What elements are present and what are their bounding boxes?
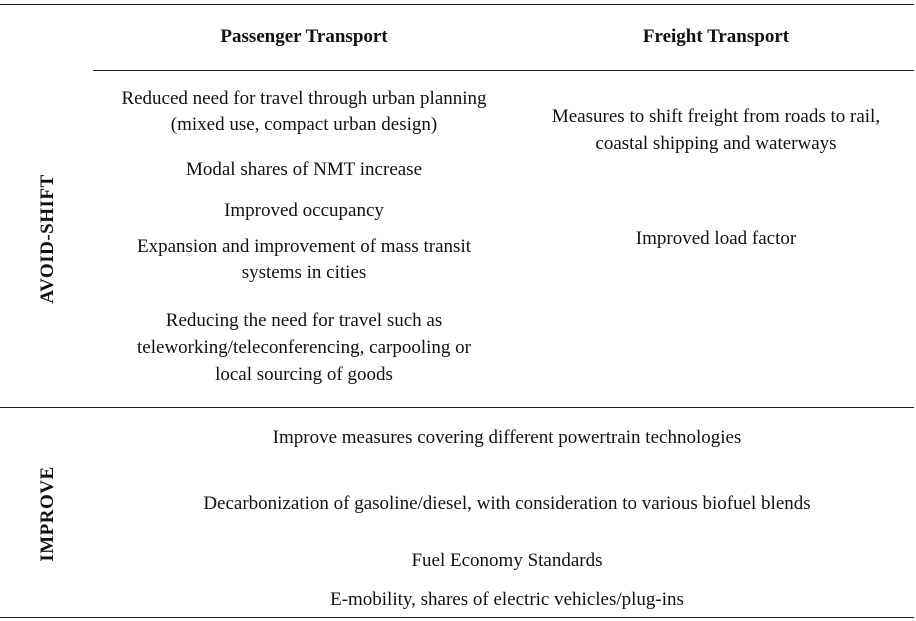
- row-label-improve: IMPROVE: [37, 466, 58, 562]
- passenger-measure-nmt: Modal shares of NMT increase: [185, 159, 423, 180]
- freight-measure-modal-shift-line1: Measures to shift freight from roads to rail,: [551, 106, 881, 127]
- passenger-measure-mass-transit-line1: Expansion and improvement of mass transit: [136, 236, 472, 257]
- improve-measure-e-mobility: E-mobility, shares of electric vehicles/plug-ins: [330, 589, 684, 610]
- bottom-rule: [0, 617, 914, 618]
- passenger-measure-urban-planning-line2: (mixed use, compact urban design): [170, 114, 438, 135]
- passenger-measure-mass-transit-line2: systems in cities: [241, 262, 367, 283]
- freight-measure-load-factor: Improved load factor: [635, 228, 797, 249]
- improve-measure-fuel-economy: Fuel Economy Standards: [411, 550, 603, 571]
- improve-measure-powertrain: Improve measures covering different powertrain technologies: [272, 427, 742, 448]
- freight-measure-modal-shift-line2: coastal shipping and waterways: [595, 133, 837, 154]
- column-header-freight: Freight Transport: [642, 26, 790, 47]
- passenger-measure-reduce-travel-line3: local sourcing of goods: [215, 364, 393, 385]
- passenger-measure-reduce-travel-line2: teleworking/teleconferencing, carpooling or: [137, 337, 471, 358]
- header-rule: [93, 70, 914, 71]
- improve-measure-decarbonization: Decarbonization of gasoline/diesel, with consideration to various biofuel blends: [203, 493, 811, 514]
- row-label-avoid-shift: AVOID-SHIFT: [37, 174, 58, 304]
- passenger-measure-occupancy: Improved occupancy: [224, 200, 384, 221]
- top-rule: [0, 4, 914, 5]
- section-divider: [0, 407, 914, 408]
- column-header-passenger: Passenger Transport: [220, 26, 388, 47]
- passenger-measure-reduce-travel-line1: Reducing the need for travel such as: [165, 310, 443, 331]
- passenger-measure-urban-planning-line1: Reduced need for travel through urban planning: [121, 88, 487, 109]
